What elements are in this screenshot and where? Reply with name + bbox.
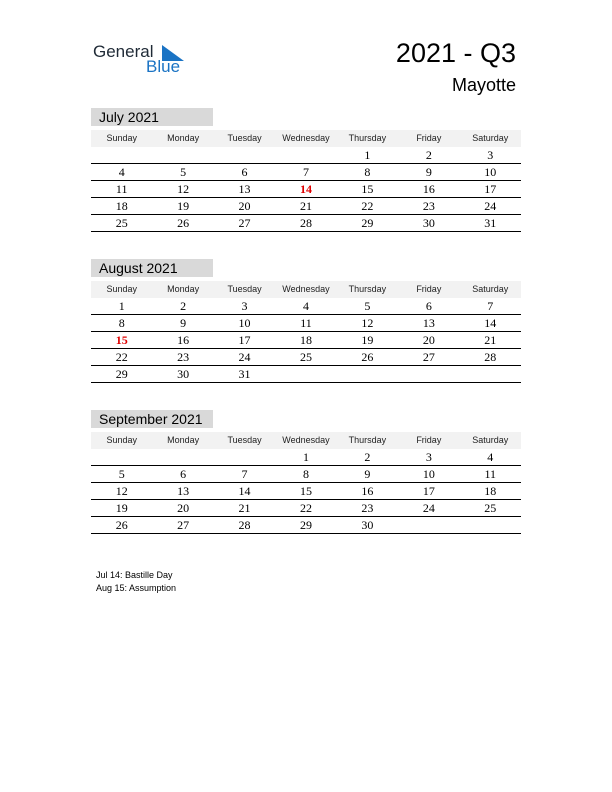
weekday-label: Sunday — [106, 133, 137, 143]
day-cell: 2 — [425, 148, 432, 162]
day-cell: 11 — [484, 467, 497, 481]
logo-blue-text: Blue — [146, 57, 181, 76]
day-cell: 27 — [177, 518, 190, 532]
week-row — [91, 483, 521, 500]
day-cell: 13 — [177, 484, 190, 498]
week-row — [91, 517, 521, 534]
day-cell: 17 — [422, 484, 435, 498]
day-cell: 23 — [361, 501, 374, 515]
weekday-label: Monday — [167, 435, 200, 445]
day-cell: 24 — [422, 501, 435, 515]
day-cell: 26 — [361, 350, 374, 364]
day-cell: 7 — [487, 299, 494, 313]
day-cell: 7 — [302, 165, 309, 179]
day-cell: 10 — [484, 165, 497, 179]
weekday-label: Tuesday — [227, 284, 262, 294]
weekday-label: Thursday — [348, 133, 387, 143]
day-cell: 29 — [361, 216, 374, 230]
day-cell: 8 — [364, 165, 371, 179]
empty-day-cell — [460, 366, 521, 382]
day-cell: 3 — [241, 299, 248, 313]
day-cell: 12 — [177, 182, 190, 196]
weekday-header — [91, 432, 521, 449]
day-cell: 25 — [299, 350, 312, 364]
day-cell: 4 — [118, 165, 125, 179]
day-cell: 16 — [361, 484, 374, 498]
week-row — [91, 332, 521, 349]
month-grid — [91, 449, 521, 534]
day-cell: 4 — [487, 450, 494, 464]
holiday-notes — [96, 569, 176, 595]
day-cell: 25 — [484, 501, 497, 515]
day-cell: 12 — [361, 316, 374, 330]
week-row — [91, 215, 521, 232]
empty-day-cell — [275, 147, 336, 163]
week-row — [91, 298, 521, 315]
month-july — [91, 108, 521, 232]
day-cell: 31 — [238, 367, 251, 381]
day-cell: 9 — [364, 467, 371, 481]
day-cell: 20 — [422, 333, 435, 347]
weekday-label: Saturday — [472, 133, 509, 143]
day-cell: 7 — [241, 467, 248, 481]
empty-day-cell — [398, 366, 459, 382]
month-grid — [91, 147, 521, 232]
day-cell: 15 — [299, 484, 312, 498]
empty-day-cell — [275, 366, 336, 382]
day-cell: 23 — [422, 199, 435, 213]
day-cell: 6 — [180, 467, 187, 481]
day-cell: 3 — [487, 148, 494, 162]
day-cell: 24 — [484, 199, 497, 213]
empty-day-cell — [398, 517, 459, 533]
day-cell: 8 — [302, 467, 309, 481]
day-cell: 13 — [238, 182, 251, 196]
month-grid — [91, 298, 521, 383]
weekday-label: Saturday — [472, 435, 509, 445]
day-cell: 6 — [425, 299, 432, 313]
day-cell: 22 — [361, 199, 374, 213]
day-cell: 25 — [115, 216, 128, 230]
day-cell: 24 — [238, 350, 251, 364]
day-cell: 4 — [302, 299, 309, 313]
weekday-label: Friday — [416, 133, 442, 143]
empty-day-cell — [460, 517, 521, 533]
weekday-label: Wednesday — [282, 133, 330, 143]
logo-general-text: General — [93, 42, 154, 61]
day-cell: 16 — [422, 182, 435, 196]
empty-day-cell — [214, 147, 275, 163]
week-row — [91, 449, 521, 466]
day-cell: 22 — [115, 350, 128, 364]
day-cell: 14 — [299, 182, 312, 196]
weekday-header — [91, 130, 521, 147]
weekday-label: Thursday — [348, 284, 387, 294]
weekday-header — [91, 281, 521, 298]
day-cell: 2 — [364, 450, 371, 464]
weekday-label: Saturday — [472, 284, 509, 294]
day-cell: 28 — [238, 518, 251, 532]
day-cell: 10 — [422, 467, 435, 481]
day-cell: 30 — [361, 518, 374, 532]
day-cell: 5 — [118, 467, 125, 481]
day-cell: 31 — [484, 216, 497, 230]
day-cell: 19 — [177, 199, 190, 213]
month-label: August 2021 — [91, 259, 213, 277]
day-cell: 6 — [241, 165, 248, 179]
day-cell: 20 — [238, 199, 251, 213]
empty-day-cell — [152, 449, 213, 465]
week-row — [91, 466, 521, 483]
day-cell: 27 — [238, 216, 251, 230]
day-cell: 1 — [118, 299, 125, 313]
day-cell: 26 — [115, 518, 128, 532]
day-cell: 17 — [238, 333, 251, 347]
weekday-label: Tuesday — [227, 133, 262, 143]
weekday-label: Sunday — [106, 284, 137, 294]
day-cell: 14 — [484, 316, 497, 330]
day-cell: 3 — [425, 450, 432, 464]
day-cell: 16 — [177, 333, 190, 347]
day-cell: 27 — [422, 350, 435, 364]
day-cell: 22 — [299, 501, 312, 515]
weekday-label: Tuesday — [227, 435, 262, 445]
day-cell: 1 — [364, 148, 371, 162]
day-cell: 21 — [484, 333, 497, 347]
day-cell: 1 — [302, 450, 309, 464]
empty-day-cell — [214, 449, 275, 465]
day-cell: 12 — [115, 484, 128, 498]
week-row — [91, 349, 521, 366]
day-cell: 19 — [115, 501, 128, 515]
weekday-label: Thursday — [348, 435, 387, 445]
week-row — [91, 315, 521, 332]
day-cell: 11 — [115, 182, 128, 196]
day-cell: 21 — [238, 501, 251, 515]
month-august — [91, 259, 521, 383]
weekday-label: Sunday — [106, 435, 137, 445]
page-title: 2021 - Q3 — [395, 38, 516, 68]
day-cell: 23 — [177, 350, 190, 364]
day-cell: 20 — [177, 501, 190, 515]
day-cell: 19 — [361, 333, 374, 347]
day-cell: 18 — [115, 199, 128, 213]
day-cell: 28 — [484, 350, 497, 364]
day-cell: 18 — [484, 484, 497, 498]
week-row — [91, 147, 521, 164]
day-cell: 9 — [425, 165, 432, 179]
week-row — [91, 181, 521, 198]
day-cell: 10 — [238, 316, 251, 330]
day-cell: 29 — [115, 367, 128, 381]
day-cell: 9 — [180, 316, 187, 330]
month-september — [91, 410, 521, 534]
week-row — [91, 500, 521, 517]
week-row — [91, 366, 521, 383]
weekday-label: Monday — [167, 284, 200, 294]
empty-day-cell — [152, 147, 213, 163]
day-cell: 29 — [299, 518, 312, 532]
day-cell: 15 — [361, 182, 374, 196]
month-label: September 2021 — [91, 410, 213, 428]
month-label: July 2021 — [91, 108, 213, 126]
empty-day-cell — [337, 366, 398, 382]
week-row — [91, 198, 521, 215]
day-cell: 15 — [115, 333, 128, 347]
empty-day-cell — [91, 147, 152, 163]
day-cell: 28 — [299, 216, 312, 230]
weekday-label: Friday — [416, 284, 442, 294]
day-cell: 2 — [180, 299, 187, 313]
day-cell: 18 — [299, 333, 312, 347]
country-name: Mayotte — [451, 75, 516, 95]
day-cell: 17 — [484, 182, 497, 196]
day-cell: 21 — [299, 199, 312, 213]
day-cell: 8 — [118, 316, 125, 330]
weekday-label: Wednesday — [282, 435, 330, 445]
weekday-label: Monday — [167, 133, 200, 143]
day-cell: 30 — [422, 216, 435, 230]
weekday-label: Friday — [416, 435, 442, 445]
weekday-label: Wednesday — [282, 284, 330, 294]
empty-day-cell — [91, 449, 152, 465]
day-cell: 14 — [238, 484, 251, 498]
day-cell: 5 — [364, 299, 371, 313]
day-cell: 13 — [422, 316, 435, 330]
holiday-note: Aug 15: Assumption — [96, 583, 177, 593]
day-cell: 11 — [300, 316, 312, 330]
week-row — [91, 164, 521, 181]
day-cell: 26 — [177, 216, 190, 230]
day-cell: 5 — [180, 165, 187, 179]
holiday-note: Jul 14: Bastille Day — [96, 570, 173, 580]
generalblue-logo — [93, 42, 193, 78]
day-cell: 30 — [177, 367, 190, 381]
